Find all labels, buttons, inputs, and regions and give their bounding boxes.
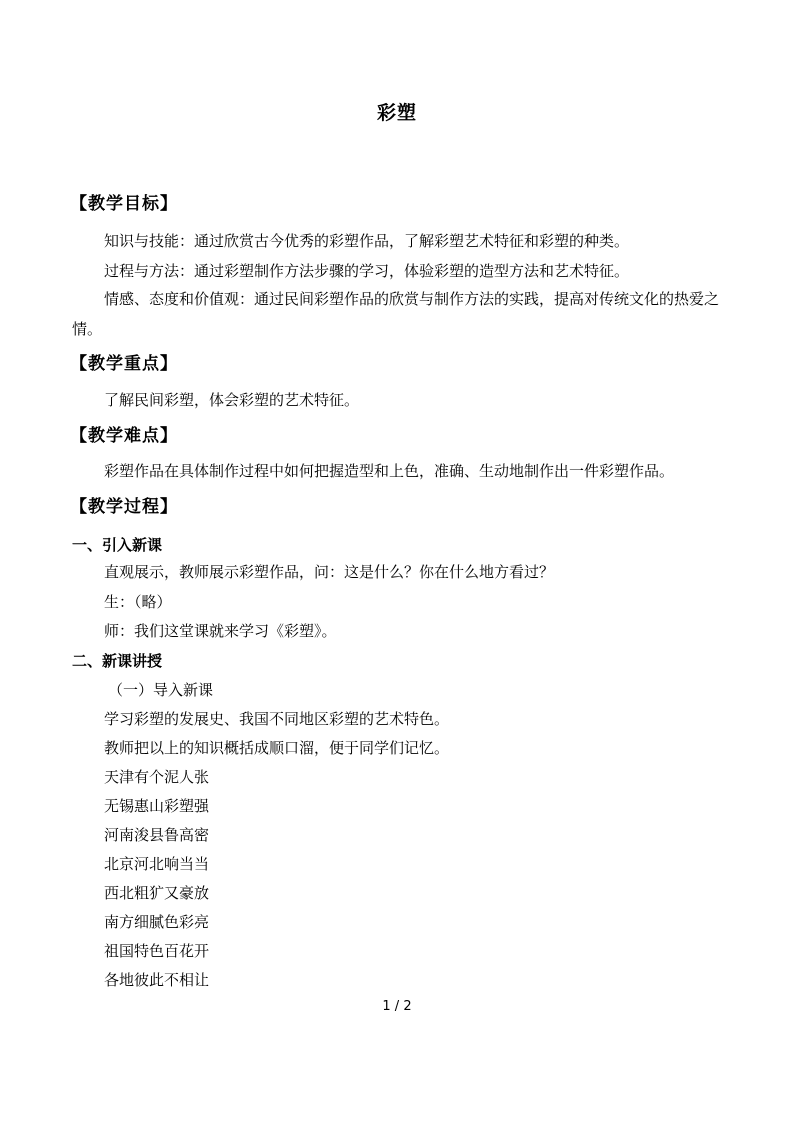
part1-line: 直观展示，教师展示彩塑作品，问：这是什么？你在什么地方看过？ [104, 563, 555, 581]
rhyme-line: 天津有个泥人张 [104, 768, 210, 786]
part1-line: 师：我们这堂课就来学习《彩塑》。 [104, 622, 337, 640]
key-heading: 【教学重点】 [70, 354, 178, 374]
difficulty-text: 彩塑作品在具体制作过程中如何把握造型和上色，准确、生动地制作出一件彩塑作品。 [104, 462, 675, 480]
process-heading: 【教学过程】 [70, 497, 178, 517]
rhyme-line: 西北粗犷又豪放 [104, 884, 210, 902]
goal-process: 过程与方法：通过彩塑制作方法步骤的学习，体验彩塑的造型方法和艺术特征。 [104, 262, 630, 280]
rhyme-line: 河南浚县鲁高密 [104, 826, 210, 844]
rhyme-line: 南方细腻色彩亮 [104, 913, 210, 931]
rhyme-line: 北京河北响当当 [104, 855, 210, 873]
difficulty-heading: 【教学难点】 [70, 426, 178, 446]
page-title: 彩塑 [376, 102, 417, 124]
page-number: 1 / 2 [382, 999, 412, 1014]
goal-knowledge: 知识与技能：通过欣赏古今优秀的彩塑作品，了解彩塑艺术特征和彩塑的种类。 [104, 232, 630, 250]
part2-subheading: （一）导入新课 [108, 681, 214, 699]
part2-line: 教师把以上的知识概括成顺口溜，便于同学们记忆。 [104, 739, 450, 757]
part1-line: 生：（略） [104, 593, 172, 611]
part2-line: 学习彩塑的发展史、我国不同地区彩塑的艺术特色。 [104, 710, 450, 728]
goals-heading: 【教学目标】 [70, 194, 178, 214]
goal-emotion: 情感、态度和价值观：通过民间彩塑作品的欣赏与制作方法的实践，提高对传统文化的热爱之情。 [72, 290, 720, 338]
rhyme-line: 无锡惠山彩塑强 [104, 797, 210, 815]
part2-heading: 二、新课讲授 [72, 652, 163, 670]
rhyme-line: 各地彼此不相让 [104, 971, 210, 989]
key-text: 了解民间彩塑，体会彩塑的艺术特征。 [104, 391, 360, 409]
part1-heading: 一、引入新课 [72, 536, 163, 554]
rhyme-line: 祖国特色百花开 [104, 942, 210, 960]
